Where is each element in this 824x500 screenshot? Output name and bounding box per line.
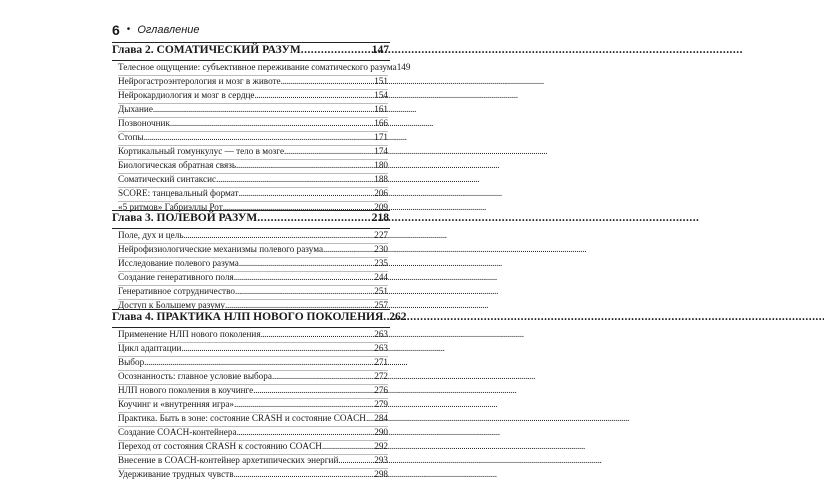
entry-title: «5 ритмов» Габриэллы Рот: [118, 202, 223, 212]
entry-title: Нейрофизиологические механизмы полевого разума: [118, 244, 324, 254]
chapter-page: 147: [371, 44, 389, 56]
leader-dots: [284, 146, 374, 156]
entry-title: Позвоночник: [118, 118, 170, 128]
leader-dots: [235, 286, 374, 296]
chapter-heading: [112, 311, 407, 327]
leader-dots: [234, 399, 374, 409]
toc-entry: [118, 399, 388, 412]
leader-dots: [144, 132, 375, 142]
leader-dots: [281, 76, 375, 86]
leader-dots: [184, 230, 375, 240]
entry-page: 263: [374, 343, 388, 353]
running-title: Оглавление: [137, 24, 200, 36]
entry-title: НЛП нового поколения в коучинге: [118, 385, 254, 395]
page-number: 6: [112, 22, 120, 38]
entry-page: 149: [396, 62, 411, 72]
entry-title: Генеративное сотрудничество: [118, 286, 235, 296]
toc-entry: [118, 132, 388, 145]
entry-title: Дыхание: [118, 104, 153, 114]
toc-entry: [118, 160, 388, 173]
entry-title: Телесное ощущение: субъективное переживание соматического разума: [118, 62, 397, 72]
leader-dots: [338, 455, 374, 465]
toc-entry: [118, 469, 388, 482]
toc-entry: [118, 343, 388, 356]
leader-dots: [153, 104, 374, 114]
chapter-page: 218: [371, 212, 389, 224]
entry-page: 284: [374, 413, 388, 423]
leader-dots: [366, 413, 374, 423]
entry-page: 298: [374, 469, 388, 479]
leader-dots: [323, 244, 374, 254]
entry-title: Стопы: [118, 132, 144, 142]
toc-entry: [118, 357, 388, 370]
toc-entry: [118, 174, 388, 187]
entry-title: Коучинг и «внутренняя игра»: [118, 399, 235, 409]
toc-entry: [118, 118, 388, 131]
entry-title: Нейрогастроэнтерология и мозг в животе: [118, 76, 281, 86]
toc-entry: [118, 90, 388, 103]
entry-title: Создание генеративного поля: [118, 272, 234, 282]
toc-entry: [118, 385, 388, 398]
entry-page: 271: [374, 357, 388, 367]
leader-dots: [234, 469, 375, 479]
toc-entry: [118, 441, 388, 454]
entry-title: Нейрокардиология и мозг в сердце: [118, 90, 255, 100]
leader-dots: [255, 90, 375, 100]
toc-entry: [118, 286, 388, 299]
entry-title: Внесение в COACH-контейнер архетипических энергий: [118, 455, 339, 465]
entry-page: 206: [374, 188, 388, 198]
toc-entry: [118, 272, 388, 285]
entry-title: Удерживание трудных чувств: [118, 469, 234, 479]
chapter-title: Глава 3. ПОЛЕВОЙ РАЗУМ: [112, 212, 258, 224]
leader-dots: [144, 357, 374, 367]
toc-entry: [118, 258, 388, 271]
leader-dots: [272, 371, 374, 381]
entry-title: Цикл адаптации: [118, 343, 182, 353]
toc-entry: [118, 413, 388, 426]
entry-title: Поле, дух и цель: [118, 230, 184, 240]
toc-entry: [118, 76, 388, 89]
chapter-heading: [112, 44, 389, 60]
toc-entry: [118, 427, 388, 440]
entry-title: Биологическая обратная связь: [118, 160, 237, 170]
entry-page: 171: [374, 132, 388, 142]
entry-page: 161: [374, 104, 388, 114]
entry-page: 279: [374, 399, 388, 409]
chapter-page: 262: [389, 311, 407, 323]
page-header: [112, 20, 199, 40]
leader-dots: [261, 329, 375, 339]
toc-entry: [118, 244, 388, 257]
leader-dots: [236, 160, 374, 170]
entry-page: 235: [374, 258, 388, 268]
entry-page: 209: [374, 202, 388, 212]
chapter-title: Глава 4. ПРАКТИКА НЛП НОВОГО ПОКОЛЕНИЯ: [112, 311, 384, 323]
entry-page: 154: [374, 90, 388, 100]
leader-dots: [253, 385, 374, 395]
entry-page: 174: [374, 146, 388, 156]
entry-page: 290: [374, 427, 388, 437]
entry-page: 180: [374, 160, 388, 170]
entry-page: 166: [374, 118, 388, 128]
entry-page: 272: [374, 371, 388, 381]
toc-entry: [118, 371, 388, 384]
leader-dots: [216, 174, 374, 184]
leader-dots: [181, 343, 374, 353]
leader-dots: [257, 212, 372, 224]
leader-dots: [322, 441, 374, 451]
entry-page: 244: [374, 272, 388, 282]
entry-title: Доступ к Большему разуму: [118, 300, 225, 310]
entry-page: 263: [374, 329, 388, 339]
toc-entry: [118, 104, 388, 117]
chapter-heading: [112, 212, 389, 228]
leader-dots: [170, 118, 374, 128]
toc-entry: [118, 329, 388, 342]
entry-page: 151: [374, 76, 388, 86]
chapter-title: Глава 2. СОМАТИЧЕСКИЙ РАЗУМ: [112, 44, 301, 56]
entry-page: 188: [374, 174, 388, 184]
entry-page: 257: [374, 300, 388, 310]
leader-dots: [234, 272, 375, 282]
leader-dots: [239, 188, 375, 198]
entry-title: Создание COACH-контейнера: [118, 427, 237, 437]
entry-page: 227: [374, 230, 388, 240]
entry-page: 251: [374, 286, 388, 296]
entry-title: Осознанность: главное условие выбора: [118, 371, 272, 381]
toc-entry: [118, 230, 388, 243]
toc-entry: [118, 455, 388, 468]
entry-title: Кортикальный гомункулус — тело в мозге: [118, 146, 285, 156]
toc-entry: [118, 188, 388, 201]
entry-page: 276: [374, 385, 388, 395]
leader-dots: [239, 258, 374, 268]
entry-page: 230: [374, 244, 388, 254]
entry-title: Переход от состояния CRASH к состоянию COACH: [118, 441, 322, 451]
toc-entry: [118, 62, 411, 75]
entry-title: Практика. Быть в зоне: состояние CRASH и состояние COACH: [118, 413, 366, 423]
entry-title: Исследование полевого разума: [118, 258, 239, 268]
entry-title: SCORE: танцевальный формат: [118, 188, 239, 198]
header-bullet: •: [126, 24, 131, 35]
leader-dots: [301, 44, 372, 56]
entry-title: Соматический синтаксис: [118, 174, 217, 184]
entry-page: 293: [374, 455, 388, 465]
leader-dots: [237, 427, 375, 437]
toc-entry: [118, 146, 388, 159]
entry-title: Выбор: [118, 357, 145, 367]
entry-title: Применение НЛП нового поколения: [118, 329, 261, 339]
entry-page: 292: [374, 441, 388, 451]
